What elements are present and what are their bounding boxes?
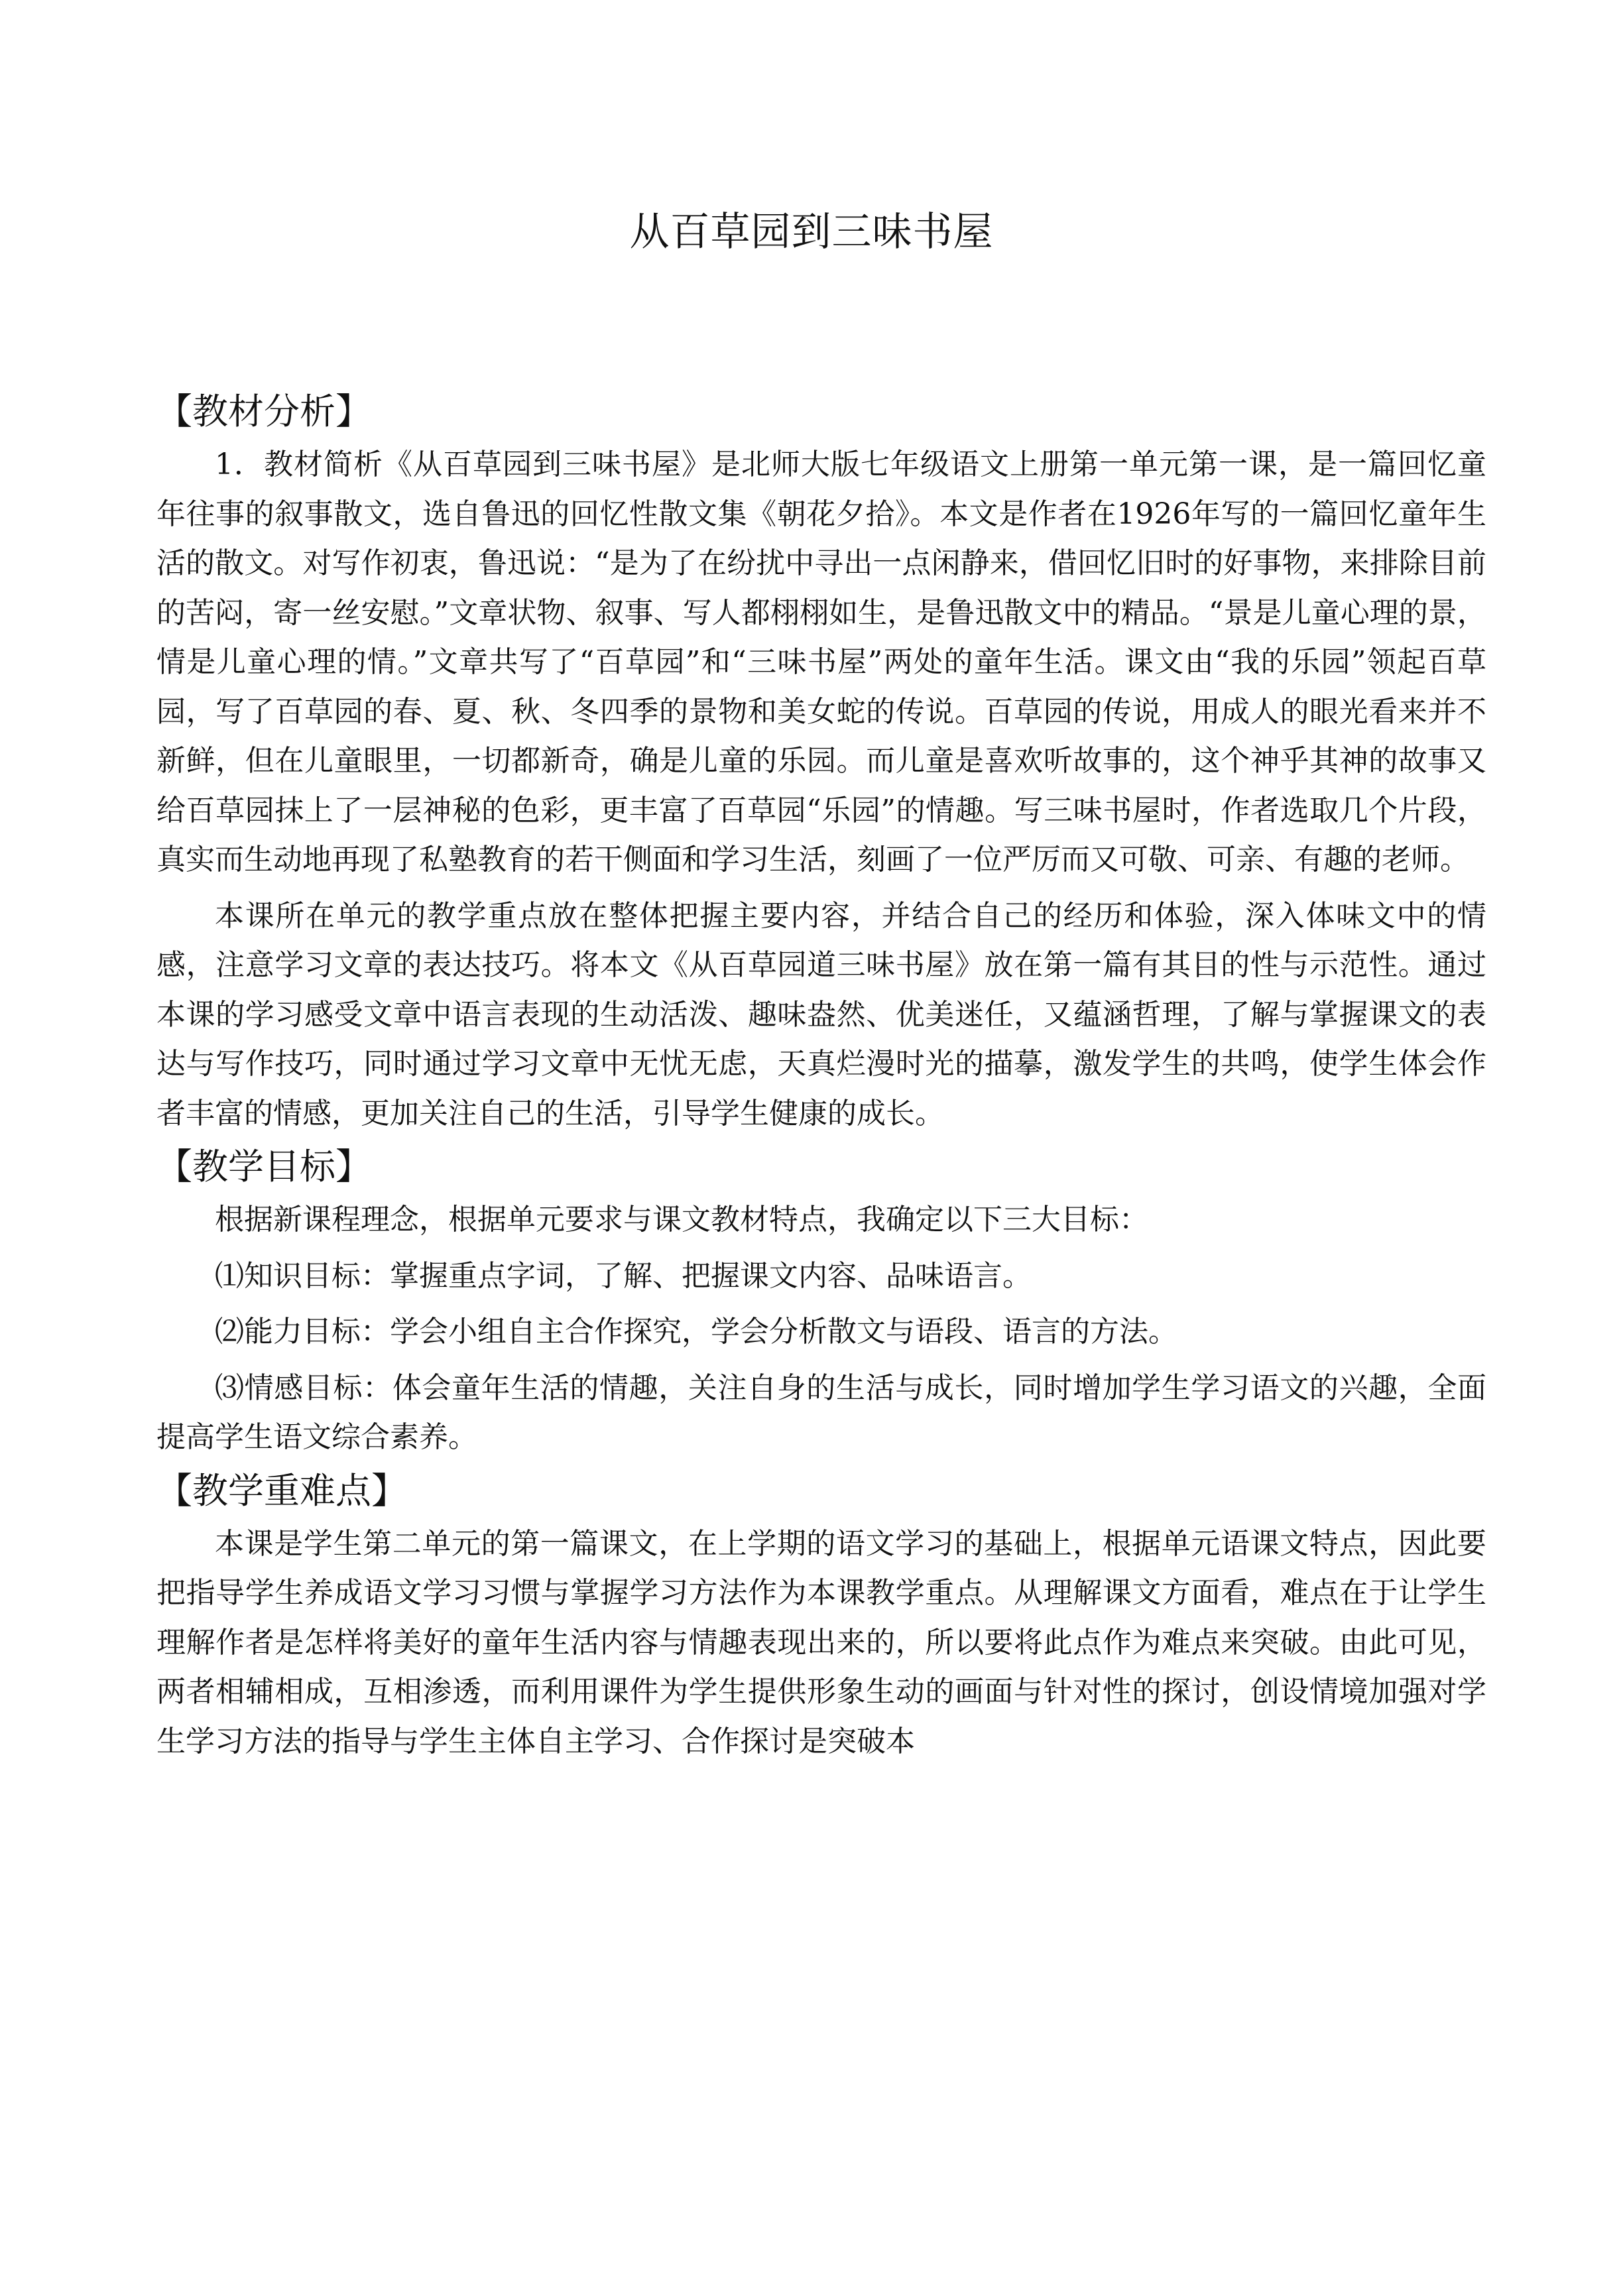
paragraph: 根据新课程理念，根据单元要求与课文教材特点，我确定以下三大目标： xyxy=(215,1203,1148,1237)
section-heading: 【教材分析】 xyxy=(156,391,371,432)
section-teaching-goals xyxy=(156,1138,1486,1463)
section-key-difficult-points xyxy=(156,1463,1486,1767)
section-heading: 【教学目标】 xyxy=(156,1146,371,1187)
paragraph: 本课所在单元的教学重点放在整体把握主要内容，并结合自己的经历和体验，深入体味文中的情感，注意学习文章的表达技巧。将本文《从百草园道三味书屋》放在第一篇有其目的性与示范性。通过本课的学习感受文章中语言表现的生动活泼、趣味盎然、优美迷任，又蕴涵哲理，了解与掌握课文的表达与写作技巧，同时通过学习文章中无忧无虑，天真烂漫时光的描摹，激发学生的共鸣，使学生体会作者丰富的情感，更加关注自己的生活，引导学生健康的成长。 xyxy=(156,898,1486,1130)
paragraph: 本课是学生第二单元的第一篇课文，在上学期的语文学习的基础上，根据单元语课文特点，因此要把指导学生养成语文学习习惯与掌握学习方法作为本课教学重点。从理解课文方面看，难点在于让学生理解作者是怎样将美好的童年生活内容与情趣表现出来的，所以要将此点作为难点来突破。由此可见，两者相辅相成，互相渗透，而利用课件为学生提供形象生动的画面与针对性的探讨，创设情境加强对学生学习方法的指导与学生主体自主学习、合作探讨是突破本 xyxy=(156,1526,1486,1758)
document-title: 从百草园到三味书屋 xyxy=(629,209,994,255)
paragraph: ⑶情感目标：体会童年生活的情趣，关注自身的生活与成长，同时增加学生学习语文的兴趣，全面提高学生语文综合素养。 xyxy=(156,1370,1486,1454)
paragraph: 1．教材简析《从百草园到三味书屋》是北师大版七年级语文上册第一单元第一课，是一篇回忆童年往事的叙事散文，选自鲁迅的回忆性散文集《朝花夕拾》。本文是作者在1926年写的一篇回忆童年生活的散文。对写作初衷，鲁迅说：“是为了在纷扰中寻出一点闲静来，借回忆旧时的好事物，来排除目前的苦闷，寄一丝安慰。”文章状物、叙事、写人都栩栩如生，是鲁迅散文中的精品。“景是儿童心理的景，情是儿童心理的情。”文章共写了“百草园”和“三味书屋”两处的童年生活。课文由“我的乐园”领起百草园，写了百草园的春、夏、秋、冬四季的景物和美女蛇的传说。百草园的传说，用成人的眼光看来并不新鲜，但在儿童眼里，一切都新奇，确是儿童的乐园。而儿童是喜欢听故事的，这个神乎其神的故事又给百草园抹上了一层神秘的色彩，更丰富了百草园“乐园”的情趣。写三味书屋时，作者选取几个片段，真实而生动地再现了私塾教育的若干侧面和学习生活，刻画了一位严厉而又可敬、可亲、有趣的老师。 xyxy=(156,448,1486,876)
section-textbook-analysis xyxy=(156,383,1486,1138)
section-heading: 【教学重难点】 xyxy=(156,1469,407,1512)
document-body xyxy=(156,383,1486,1766)
paragraph: ⑴知识目标：掌握重点字词，了解、把握课文内容、品味语言。 xyxy=(215,1258,1032,1293)
paragraph: ⑵能力目标：学会小组自主合作探究，学会分析散文与语段、语言的方法。 xyxy=(215,1315,1177,1349)
